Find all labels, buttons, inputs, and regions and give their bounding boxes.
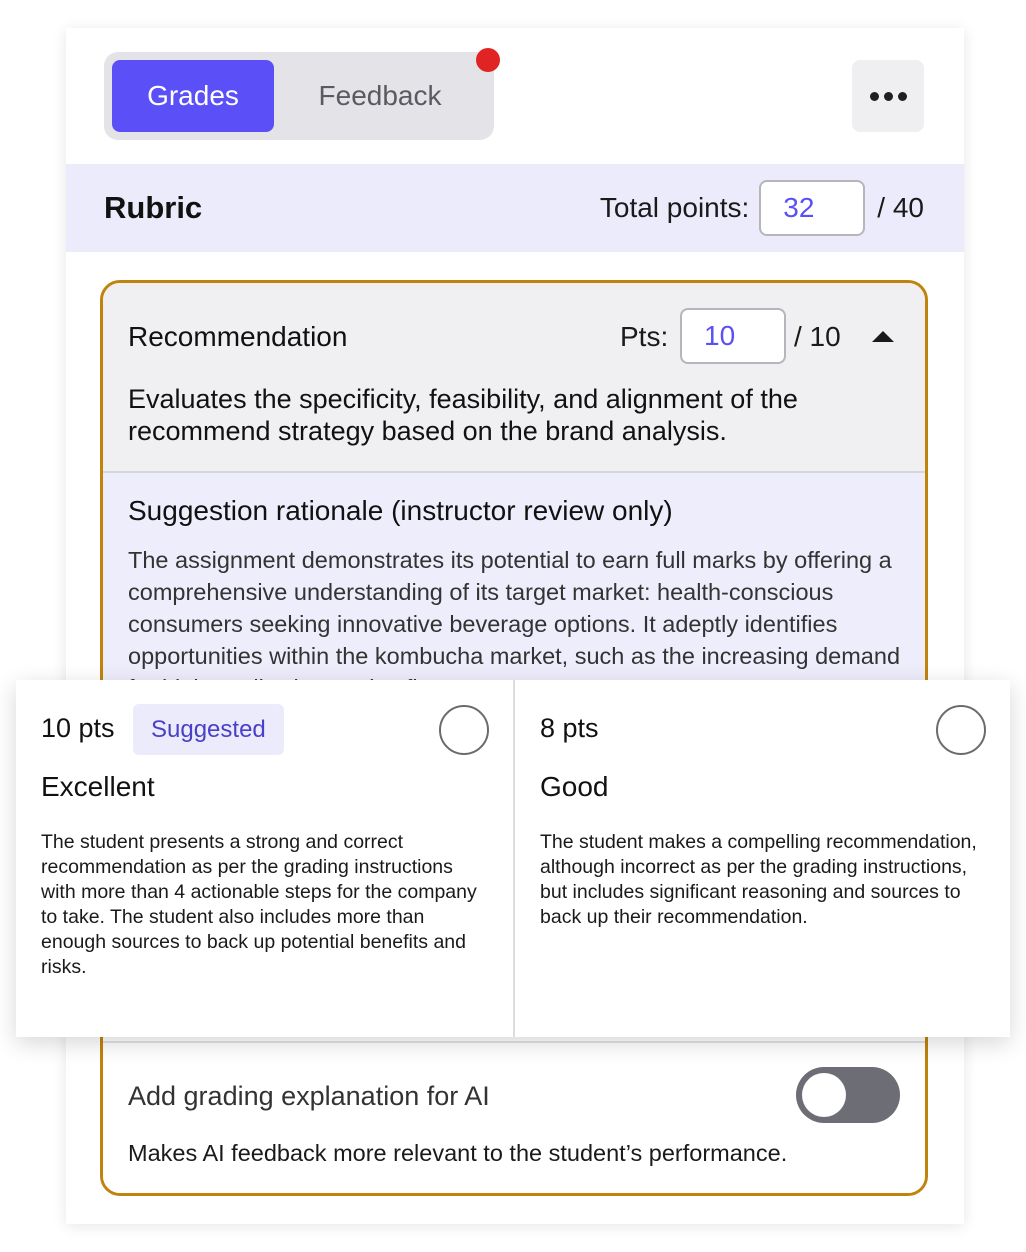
criterion-pts-input[interactable]: 10	[680, 308, 786, 364]
ai-explanation-label: Add grading explanation for AI	[128, 1081, 490, 1111]
rating-points: 10 pts	[41, 713, 115, 743]
rating-excellent[interactable]	[16, 680, 513, 1037]
ai-explanation-toggle[interactable]	[796, 1067, 900, 1123]
rating-good[interactable]	[513, 680, 1010, 1037]
criterion-title: Recommendation	[128, 321, 348, 352]
criterion-header	[103, 283, 925, 473]
rating-options	[16, 680, 1010, 1037]
more-horizontal-icon	[870, 92, 879, 101]
more-options-button[interactable]	[852, 60, 924, 132]
rationale-body: The assignment demonstrates its potential to earn full marks by offering a comprehensive understanding of its target market: health-conscious consumers seeking innovative beverage options. It adeptly identifies opportunities within the kombucha market, such as the increasing demand	[128, 547, 901, 669]
tab-feedback[interactable]: Feedback	[318, 80, 442, 111]
criterion-pts-label: Pts:	[620, 321, 669, 352]
total-points-label: Total points:	[599, 192, 750, 223]
criterion-description: Evaluates the specificity, feasibility, and alignment of the recommend strategy based on the brand analysis.	[128, 384, 798, 446]
rating-points: 8 pts	[540, 713, 599, 743]
rating-radio-good[interactable]	[936, 705, 986, 755]
caret-up-icon[interactable]	[872, 331, 894, 342]
rubric-title: Rubric	[104, 190, 203, 225]
rating-description: The student presents a strong and correct recommendation as per the grading instructions with more than 4 actionable steps for the company to take. The student also includes more than enough sources to back up potential benefits and risks.	[41, 831, 477, 978]
rating-name: Good	[540, 771, 609, 802]
rating-radio-excellent[interactable]	[439, 705, 489, 755]
notification-dot	[476, 48, 500, 72]
tab-bar	[104, 52, 494, 140]
grading-panel	[66, 28, 964, 1224]
rubric-header	[66, 164, 964, 252]
rating-name: Excellent	[41, 771, 155, 802]
ai-explanation-row	[103, 1041, 925, 1196]
total-points-max: / 40	[877, 192, 924, 223]
suggestion-rationale	[103, 473, 925, 693]
suggested-badge: Suggested	[133, 704, 284, 755]
rationale-title: Suggestion rationale (instructor review only)	[128, 495, 673, 526]
total-points-input[interactable]: 32	[759, 180, 865, 236]
rating-description: The student makes a compelling recommendation, although incorrect as per the grading instructions, but includes significant reasoning and sources to back up their recommendation.	[540, 831, 977, 928]
criterion-pts-max: / 10	[794, 321, 841, 352]
tab-grades[interactable]: Grades	[112, 60, 274, 132]
ai-explanation-help: Makes AI feedback more relevant to the student’s performance.	[128, 1140, 788, 1166]
toggle-knob	[802, 1073, 846, 1117]
